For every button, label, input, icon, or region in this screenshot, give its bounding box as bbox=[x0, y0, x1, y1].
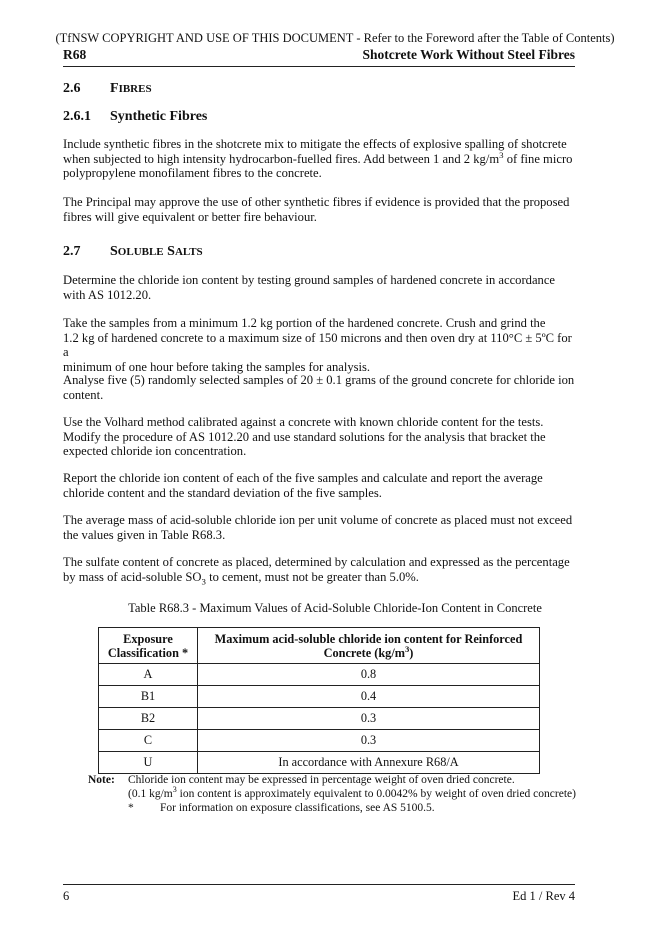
footer-rule bbox=[63, 884, 575, 885]
fibres-paragraph-1 bbox=[63, 137, 578, 181]
salts-paragraph-4: Use the Volhard method calibrated against a concrete with known chloride content for the tests. Modify the procedure of AS 1012.20 and use standard solutions for the analysis that bracket the expected chloride ion concentration. bbox=[63, 415, 546, 458]
page-number: 6 bbox=[63, 889, 70, 903]
salts-paragraph-1: Determine the chloride ion content by testing ground samples of hardened concrete in accordance with AS 1012.20. bbox=[63, 273, 556, 302]
salts-paragraph-3: Analyse five (5) randomly selected samples of 20 ± 0.1 grams of the ground concrete for chloride ion content. bbox=[63, 373, 575, 402]
text-line: Include synthetic fibres in the shotcrete mix to mitigate the effects of explosive spalling of shotcrete bbox=[63, 137, 567, 151]
revision-label: Ed 1 / Rev 4 bbox=[512, 889, 575, 903]
section-number: 2.6 bbox=[63, 81, 81, 96]
section-number: 2.7 bbox=[63, 244, 81, 259]
text-segment: of fine micro bbox=[503, 151, 573, 166]
text-segment: ) bbox=[409, 645, 414, 660]
header-line: Maximum acid-soluble chloride ion content for Reinforced bbox=[214, 631, 523, 646]
content-cell: 0.4 bbox=[198, 686, 540, 708]
table-row bbox=[99, 686, 540, 708]
section-title-initial: F bbox=[110, 81, 119, 96]
content-cell: 0.3 bbox=[198, 730, 540, 752]
section-title-initial: S bbox=[167, 244, 175, 259]
text-line: Take the samples from a minimum 1.2 kg portion of the hardened concrete. Crush and grind the bbox=[63, 316, 546, 330]
content-cell: 0.3 bbox=[198, 708, 540, 730]
note-star: * bbox=[128, 802, 134, 814]
header-line: Classification * bbox=[107, 645, 189, 660]
header-line: Exposure bbox=[123, 631, 173, 646]
text-line: 1.2 kg of hardened concrete to a maximum size of 150 microns and then oven dry at 110°C ± 5ºC for a bbox=[63, 330, 572, 359]
salts-paragraph-7 bbox=[63, 555, 578, 587]
table-caption: Table R68.3 - Maximum Values of Acid-Soluble Chloride-Ion Content in Concrete bbox=[128, 601, 542, 615]
text-line: minimum of one hour before taking the samples for analysis. bbox=[63, 359, 371, 374]
text-segment: (0.1 kg/m bbox=[128, 788, 173, 800]
superscript: 3 bbox=[172, 785, 177, 795]
chloride-limits-table bbox=[98, 627, 540, 774]
superscript: 3 bbox=[499, 149, 504, 160]
note-line-1: Chloride ion content may be expressed in percentage weight of oven dried concrete. bbox=[128, 774, 515, 786]
text-line: The sulfate content of concrete as placed, determined by calculation and expressed as the percentage bbox=[63, 555, 570, 569]
table-header-row bbox=[99, 628, 540, 664]
note-line-3: For information on exposure classifications, see AS 5100.5. bbox=[160, 802, 435, 814]
content-cell: In accordance with Annexure R68/A bbox=[198, 752, 540, 774]
classification-cell: A bbox=[99, 664, 198, 686]
section-heading-2-6 bbox=[63, 81, 152, 97]
section-heading-2-7 bbox=[63, 244, 203, 260]
table-row bbox=[99, 664, 540, 686]
table-row bbox=[99, 730, 540, 752]
salts-paragraph-6: The average mass of acid-soluble chloride ion per unit volume of concrete as placed must not exceed the values given in Table R68.3. bbox=[63, 513, 573, 542]
text-segment: to cement, must not be greater than 5.0%. bbox=[205, 569, 419, 584]
table-row bbox=[99, 708, 540, 730]
classification-cell: B1 bbox=[99, 686, 198, 708]
text-segment: by mass of acid-soluble SO bbox=[63, 569, 202, 584]
section-title: Synthetic Fibres bbox=[110, 109, 208, 124]
table-row bbox=[99, 752, 540, 774]
text-line bbox=[63, 570, 578, 585]
text-line: polypropylene monofilament fibres to the concrete. bbox=[63, 166, 322, 180]
fibres-paragraph-2: The Principal may approve the use of other synthetic fibres if evidence is provided that the proposed fibres will give equivalent or better fire behaviour. bbox=[63, 195, 570, 224]
section-title-initial: S bbox=[110, 244, 118, 259]
superscript: 3 bbox=[404, 643, 410, 654]
section-heading-2-6-1 bbox=[63, 109, 207, 125]
section-number: 2.6.1 bbox=[63, 109, 91, 124]
column-header-content bbox=[198, 628, 540, 664]
classification-cell: C bbox=[99, 730, 198, 752]
content-cell: 0.8 bbox=[198, 664, 540, 686]
salts-paragraph-2 bbox=[63, 316, 578, 374]
note-label: Note: bbox=[88, 774, 115, 786]
section-title-rest: OLUBLE bbox=[117, 246, 164, 258]
salts-paragraph-5: Report the chloride ion content of each of the five samples and calculate and report the average chloride content and the standard deviation of the five samples. bbox=[63, 471, 543, 500]
header-line bbox=[198, 643, 539, 660]
note-line-2 bbox=[128, 785, 578, 802]
text-segment: Concrete (kg/m bbox=[323, 645, 405, 660]
note-label-text: Note bbox=[88, 774, 111, 786]
copyright-notice: (TfNSW COPYRIGHT AND USE OF THIS DOCUMENT - Refer to the Foreword after the Table of Contents) bbox=[55, 31, 615, 45]
column-header-classification bbox=[99, 628, 198, 664]
document-code: R68 bbox=[63, 47, 87, 62]
classification-cell: U bbox=[99, 752, 198, 774]
classification-cell: B2 bbox=[99, 708, 198, 730]
section-title-rest: IBRES bbox=[118, 83, 152, 95]
header-rule bbox=[63, 66, 575, 67]
text-line bbox=[63, 149, 578, 167]
text-segment: ion content is approximately equivalent to 0.0042% by weight of oven dried concrete) bbox=[176, 788, 576, 800]
text-segment: when subjected to high intensity hydrocarbon-fuelled fires. Add between 1 and 2 kg/m bbox=[63, 151, 500, 166]
section-title-rest: ALTS bbox=[174, 246, 203, 258]
document-title: Shotcrete Work Without Steel Fibres bbox=[362, 47, 575, 62]
subscript: 3 bbox=[201, 576, 206, 587]
